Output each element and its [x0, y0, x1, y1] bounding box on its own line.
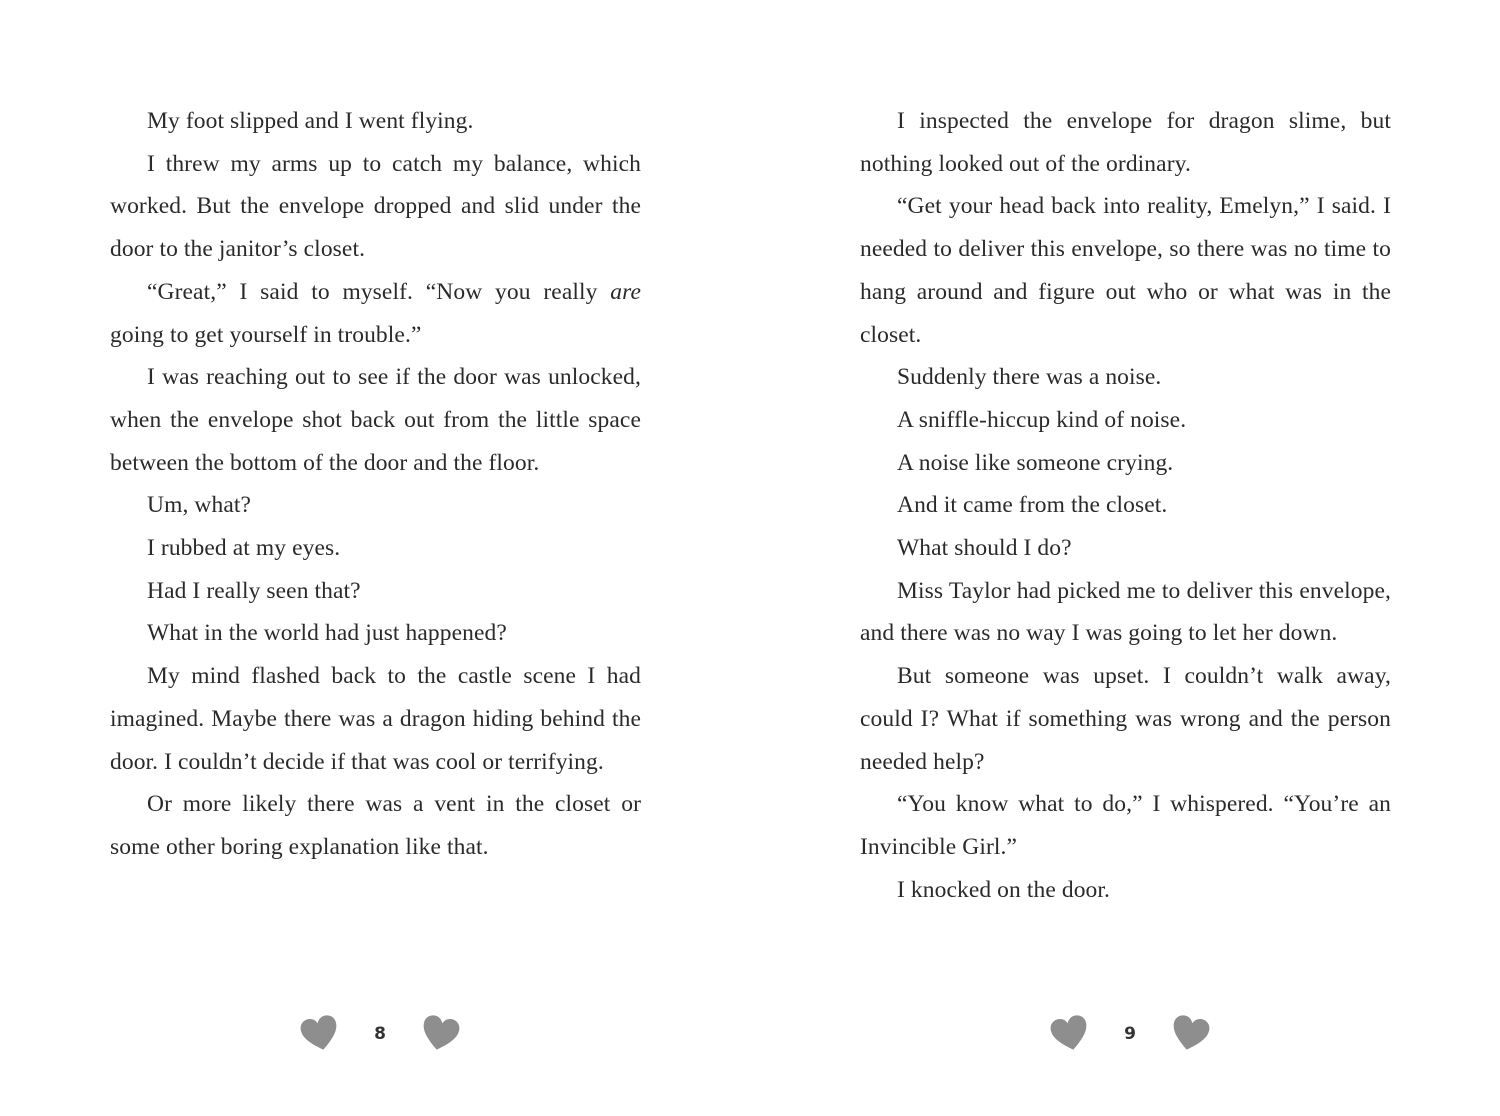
paragraph	[110, 100, 641, 143]
page-number: 8	[374, 1024, 386, 1044]
text-run: What should I do?	[897, 535, 1072, 562]
heart-shape	[419, 1014, 461, 1054]
text-run: I knocked on the door.	[897, 876, 1110, 903]
page-number: 9	[1124, 1024, 1136, 1044]
text-run: I threw my arms up to catch my balance, which worked. But the envelope dropped and slid under the door to the janitor’s closet.	[110, 150, 641, 263]
paragraph	[860, 399, 1391, 442]
text-run: My mind flashed back to the castle scene I had imagined. Maybe there was a dragon hiding behind the door. I couldn’t decide if that was cool or terrifying.	[110, 663, 641, 775]
text-run: “Great,” I said to myself. “Now you really	[147, 278, 611, 305]
text-run: going to get yourself in trouble.”	[110, 321, 422, 348]
heart-icon	[1046, 1010, 1093, 1057]
text-run: Had I really seen that?	[147, 577, 361, 604]
text-run: A sniffle-hiccup kind of noise.	[897, 406, 1187, 433]
paragraph	[860, 100, 1391, 185]
paragraph	[110, 783, 641, 868]
text-run: I was reaching out to see if the door was unlocked, when the envelope shot back out from the little space between the bottom of the door and the floor.	[110, 364, 641, 476]
text-run: A noise like someone crying.	[897, 449, 1174, 476]
paragraph	[860, 783, 1391, 868]
paragraph	[110, 356, 641, 484]
left-page	[110, 100, 641, 869]
text-run: Miss Taylor had picked me to deliver this envelope, and there was no way I was going to let her down.	[860, 577, 1391, 647]
italic-text: are	[610, 278, 641, 305]
text-run: I inspected the envelope for dragon slime, but nothing looked out of the ordinary.	[860, 108, 1391, 177]
paragraph	[110, 527, 641, 570]
right-page-footer	[1050, 1014, 1210, 1054]
paragraph	[110, 612, 641, 655]
paragraph	[860, 185, 1391, 356]
paragraph	[110, 484, 641, 527]
text-run: “Get your head back into reality, Emelyn,” I said. I needed to deliver this envelope, so there was no time to hang around and figure out who or what was in the closet.	[860, 193, 1391, 348]
left-page-footer	[300, 1014, 460, 1054]
text-run: What in the world had just happened?	[147, 620, 507, 647]
text-run: But someone was upset. I couldn’t walk away, could I? What if something was wrong and the person needed help?	[860, 663, 1391, 775]
text-run: “You know what to do,” I whispered. “You’re an Invincible Girl.”	[860, 791, 1391, 860]
right-page	[860, 100, 1391, 911]
heart-icon	[1166, 1010, 1213, 1057]
paragraph	[860, 655, 1391, 783]
text-run: Or more likely there was a vent in the closet or some other boring explanation like that.	[110, 791, 641, 860]
paragraph	[860, 527, 1391, 570]
paragraph	[860, 356, 1391, 399]
paragraph	[110, 271, 641, 356]
paragraph	[110, 655, 641, 783]
paragraph	[110, 570, 641, 613]
paragraph	[860, 442, 1391, 485]
heart-icon	[296, 1010, 343, 1057]
heart-shape	[1049, 1014, 1091, 1054]
heart-shape	[299, 1014, 341, 1054]
paragraph	[860, 869, 1391, 912]
paragraph	[860, 484, 1391, 527]
text-run: And it came from the closet.	[897, 492, 1168, 519]
paragraph	[110, 143, 641, 271]
heart-icon	[416, 1010, 463, 1057]
heart-shape	[1169, 1014, 1211, 1054]
text-run: My foot slipped and I went flying.	[147, 108, 474, 134]
text-run: Um, what?	[147, 492, 252, 519]
text-run: Suddenly there was a noise.	[897, 364, 1162, 391]
text-run: I rubbed at my eyes.	[147, 535, 341, 562]
paragraph	[860, 570, 1391, 655]
